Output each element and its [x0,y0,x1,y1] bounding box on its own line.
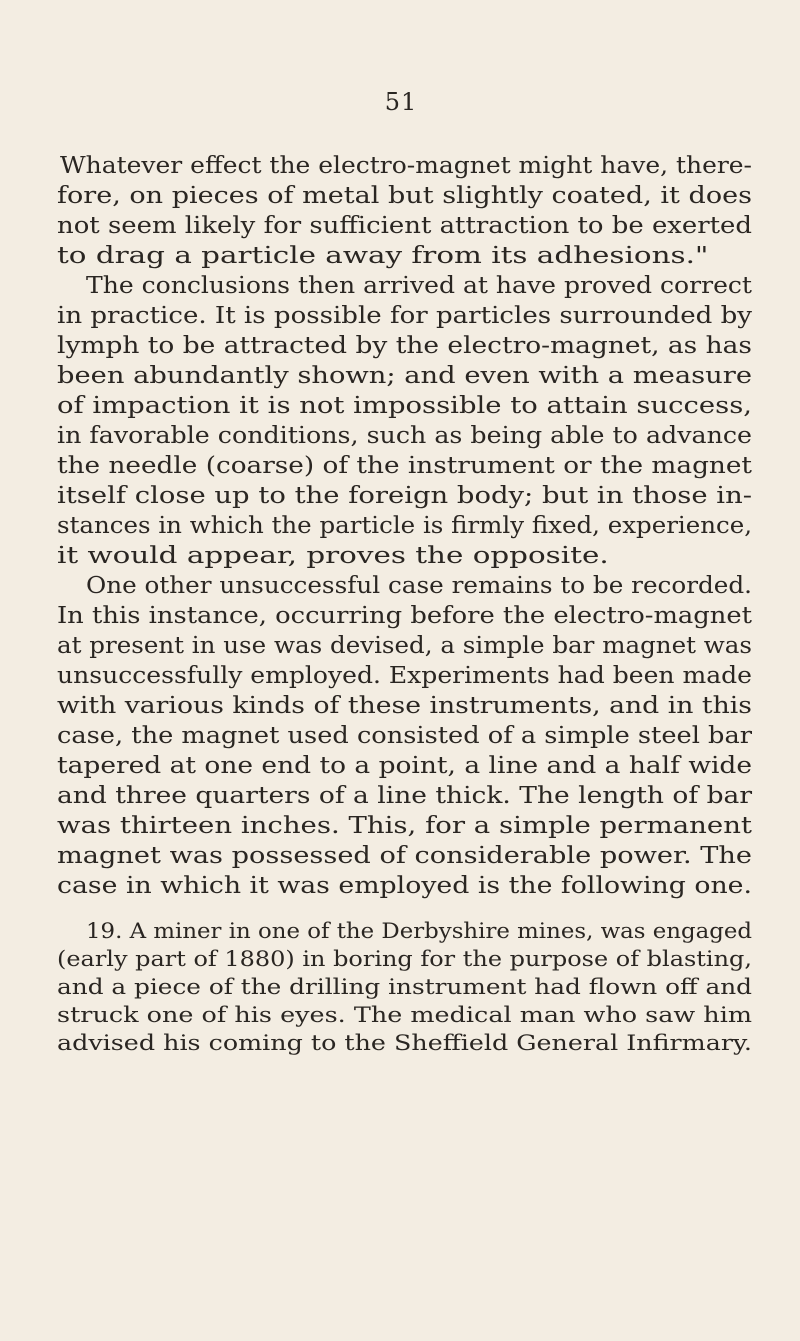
text-line: the needle (coarse) of the instrument or the magnet [57,451,752,479]
text-line: fore, on pieces of metal but slightly coated, it does [57,181,752,209]
text-line: not seem likely for sufficient attraction to be exerted [57,211,752,239]
text-line: tapered at one end to a point, a line and a half wide [57,751,752,779]
text-line: struck one of his eyes. The medical man who saw him [57,1003,752,1027]
text-line: to drag a particle away from its adhesions." [57,241,709,269]
text-line: case, the magnet used consisted of a simple steel bar [57,721,753,749]
text-line: and three quarters of a line thick. The length of bar [57,781,752,809]
text-line: at present in use was devised, a simple bar magnet was [57,631,752,659]
text-line: it would appear, proves the opposite. [57,541,609,569]
text-line: 19. A miner in one of the Derbyshire mines, was engaged [86,919,753,943]
text-line: The conclusions then arrived at have proved correct [86,271,752,299]
text-line: in practice. It is possible for particles surrounded by [57,301,752,329]
page-number: 51 [384,88,418,116]
text-line: and a piece of the drilling instrument had flown off and [57,975,752,999]
text-line: in favorable conditions, such as being able to advance [57,421,752,449]
text-line: itself close up to the foreign body; but in those in- [57,481,752,509]
text-line: In this instance, occurring before the electro-magnet [57,601,752,629]
text-line: with various kinds of these instruments, and in this [57,691,752,719]
text-line: been abundantly shown; and even with a measure [57,361,752,389]
text-line: One other unsuccessful case remains to be recorded. [86,571,752,599]
text-line: of impaction it is not impossible to attain success, [57,391,752,419]
text-line: advised his coming to the Sheffield General Infirmary. [57,1031,752,1055]
text-line: was thirteen inches. This, for a simple permanent [57,811,752,839]
text-line: stances in which the particle is firmly fixed, experience, [57,511,752,539]
text-line: Whatever effect the electro-magnet might have, there- [60,151,752,179]
text-line: magnet was possessed of considerable power. The [57,841,752,869]
text-line: lymph to be attracted by the electro-magnet, as has [57,331,752,359]
text-line: unsuccessfully employed. Experiments had been made [57,661,752,689]
text-line: (early part of 1880) in boring for the purpose of blasting, [57,947,753,971]
text-line: case in which it was employed is the following one. [57,871,752,899]
